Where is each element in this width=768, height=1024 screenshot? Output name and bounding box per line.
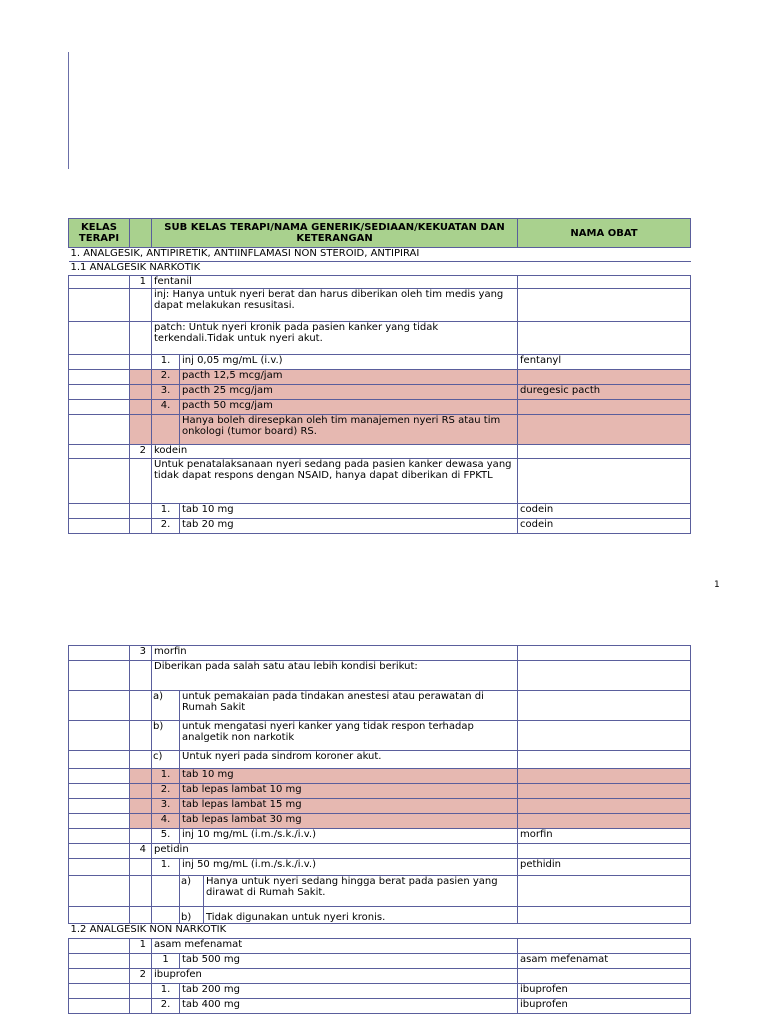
item-number: 1. — [152, 355, 180, 370]
drug-number: 3 — [130, 646, 152, 661]
item-number: 4. — [152, 814, 180, 829]
condition-desc: untuk pemakaian pada tindakan anestesi atau perawatan di Rumah Sakit — [180, 691, 518, 721]
item-obat — [518, 799, 691, 814]
condition-desc: untuk mengatasi nyeri kanker yang tidak respon terhadap analgetik non narkotik — [180, 721, 518, 751]
item-obat: ibuprofen — [518, 984, 691, 999]
drug-name: asam mefenamat — [152, 939, 518, 954]
item-desc: tab lepas lambat 15 mg — [180, 799, 518, 814]
condition-label: a) — [180, 876, 204, 907]
page-number: 1 — [714, 580, 720, 590]
item-number: 1. — [152, 859, 180, 876]
drug-note: inj: Hanya untuk nyeri berat dan harus diberikan oleh tim medis yang dapat melakukan resusitasi. — [152, 289, 518, 322]
item-desc: tab 500 mg — [180, 954, 518, 969]
drug-name: petidin — [152, 844, 518, 859]
item-obat: morfin — [518, 829, 691, 844]
item-desc: tab 400 mg — [180, 999, 518, 1014]
drug-number: 1 — [130, 276, 152, 289]
item-obat: ibuprofen — [518, 999, 691, 1014]
item-obat: pethidin — [518, 859, 691, 876]
item-obat — [518, 784, 691, 799]
drug-note: Hanya boleh diresepkan oleh tim manajemen nyeri RS atau tim onkologi (tumor board) RS. — [180, 415, 518, 445]
item-number: 2. — [152, 519, 180, 534]
item-number: 2. — [152, 999, 180, 1014]
item-number: 5. — [152, 829, 180, 844]
item-desc: pacth 12,5 mcg/jam — [180, 370, 518, 385]
item-desc: inj 50 mg/mL (i.m./s.k./i.v.) — [180, 859, 518, 876]
condition-desc: Hanya untuk nyeri sedang hingga berat pada pasien yang dirawat di Rumah Sakit. — [204, 876, 518, 907]
drug-name: kodein — [152, 445, 518, 459]
item-desc: inj 0,05 mg/mL (i.v.) — [180, 355, 518, 370]
item-number: 1. — [152, 504, 180, 519]
item-obat: codein — [518, 504, 691, 519]
drug-name: morfin — [152, 646, 518, 661]
item-obat: duregesic pacth — [518, 385, 691, 400]
item-obat — [518, 769, 691, 784]
item-obat — [518, 814, 691, 829]
drug-number: 2 — [130, 969, 152, 984]
condition-label: c) — [152, 751, 180, 769]
drug-number: 2 — [130, 445, 152, 459]
item-number: 4. — [152, 400, 180, 415]
formulary-table-2 — [68, 645, 691, 1014]
header-nama-obat: NAMA OBAT — [518, 219, 691, 248]
header-sub-kelas: SUB KELAS TERAPI/NAMA GENERIK/SEDIAAN/KEKUATAN DAN KETERANGAN — [152, 219, 518, 248]
item-desc: tab lepas lambat 10 mg — [180, 784, 518, 799]
condition-label: b) — [180, 907, 204, 924]
item-number: 2. — [152, 370, 180, 385]
formulary-table-1 — [68, 218, 691, 534]
subsection-heading: 1.2 ANALGESIK NON NARKOTIK — [69, 924, 691, 939]
item-obat: fentanyl — [518, 355, 691, 370]
item-desc: pacth 25 mcg/jam — [180, 385, 518, 400]
item-desc: tab 20 mg — [180, 519, 518, 534]
section-heading: 1. ANALGESIK, ANTIPIRETIK, ANTIINFLAMASI NON STEROID, ANTIPIRAI — [69, 248, 691, 262]
condition-label: a) — [152, 691, 180, 721]
drug-name: ibuprofen — [152, 969, 518, 984]
item-obat: asam mefenamat — [518, 954, 691, 969]
condition-desc: Untuk nyeri pada sindrom koroner akut. — [180, 751, 518, 769]
header-kelas-terapi: KELAS TERAPI — [69, 219, 130, 248]
item-desc: tab 200 mg — [180, 984, 518, 999]
margin-line — [68, 52, 69, 169]
item-obat — [518, 400, 691, 415]
drug-number: 4 — [130, 844, 152, 859]
item-obat — [518, 370, 691, 385]
item-number: 2. — [152, 784, 180, 799]
item-number: 3. — [152, 799, 180, 814]
item-desc: tab 10 mg — [180, 769, 518, 784]
item-obat: codein — [518, 519, 691, 534]
item-number: 3. — [152, 385, 180, 400]
condition-desc: Tidak digunakan untuk nyeri kronis. — [204, 907, 518, 924]
subsection-heading: 1.1 ANALGESIK NARKOTIK — [69, 262, 691, 276]
item-number: 1 — [152, 954, 180, 969]
item-desc: tab 10 mg — [180, 504, 518, 519]
drug-note: Diberikan pada salah satu atau lebih kondisi berikut: — [152, 661, 518, 691]
item-desc: tab lepas lambat 30 mg — [180, 814, 518, 829]
condition-label: b) — [152, 721, 180, 751]
drug-number: 1 — [130, 939, 152, 954]
item-number: 1. — [152, 984, 180, 999]
item-desc: pacth 50 mcg/jam — [180, 400, 518, 415]
item-desc: inj 10 mg/mL (i.m./s.k./i.v.) — [180, 829, 518, 844]
drug-note: Untuk penatalaksanaan nyeri sedang pada pasien kanker dewasa yang tidak dapat respons dengan NSAID, hanya dapat diberikan di FPKTL — [152, 459, 518, 504]
drug-note: patch: Untuk nyeri kronik pada pasien kanker yang tidak terkendali.Tidak untuk nyeri akut. — [152, 322, 518, 355]
item-number: 1. — [152, 769, 180, 784]
drug-name: fentanil — [152, 276, 518, 289]
